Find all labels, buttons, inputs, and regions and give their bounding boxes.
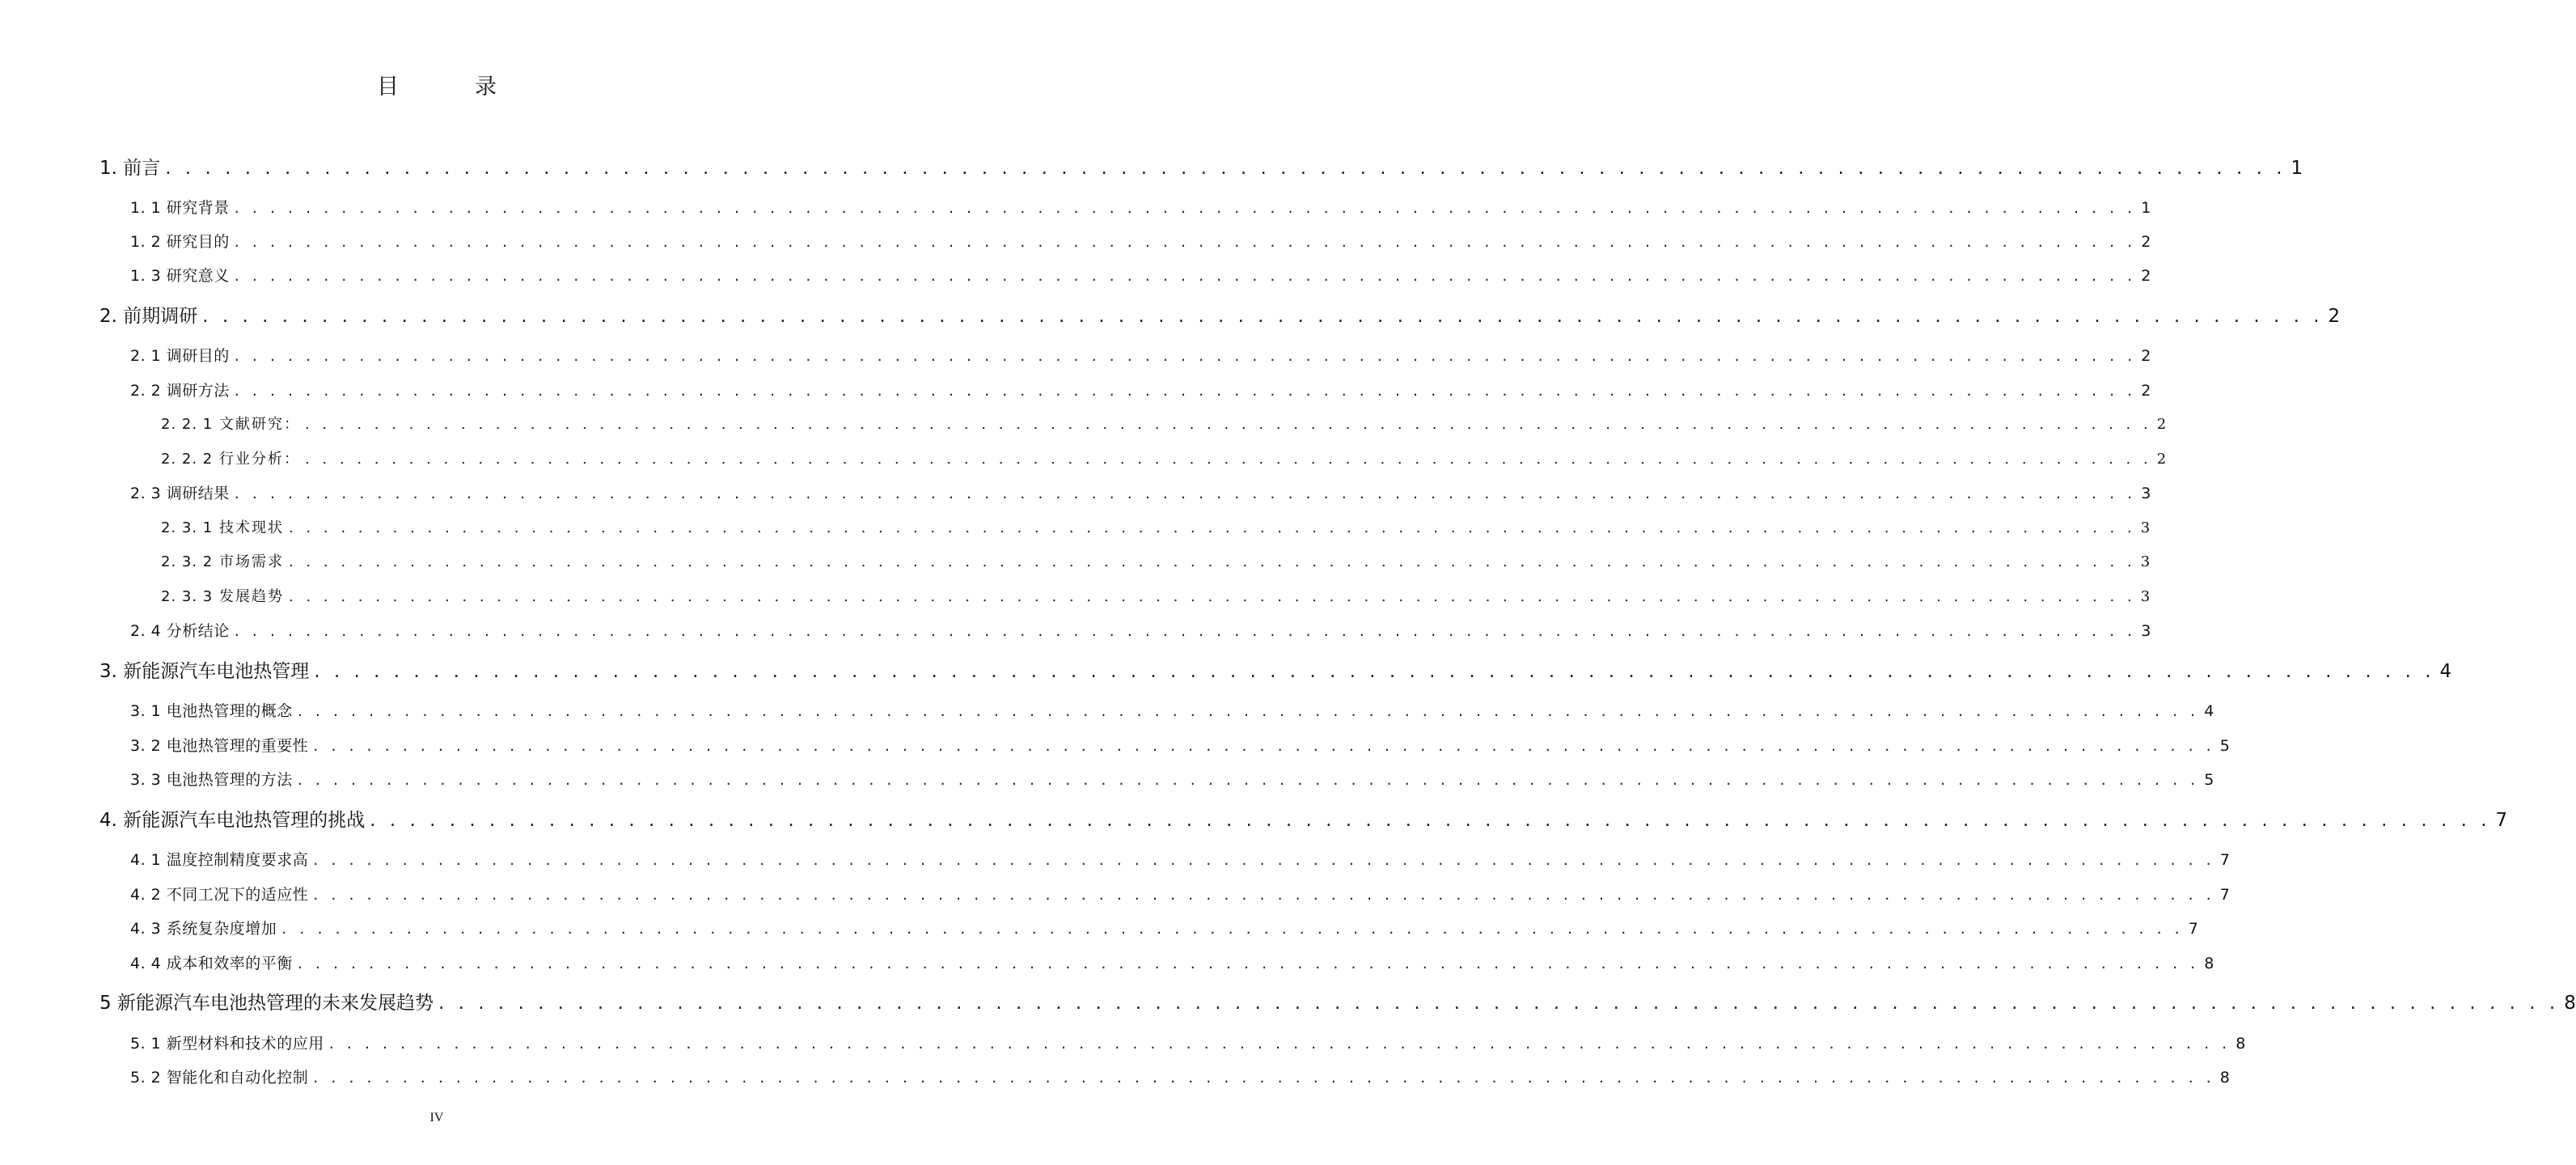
toc-entry-number: 2. 2. 1 — [161, 416, 214, 433]
toc-entry-label: 5 新能源汽车电池热管理的未来发展趋势 — [99, 993, 434, 1014]
toc-entry-label: 1. 2 研究目的 — [130, 233, 230, 251]
toc-entry-3[interactable] — [99, 658, 2452, 685]
toc-leader: . . . . . . . . . . . . . . . . . . . . . . . . . . . . . . . . . . . . . . . . . . . . . . . . . . . . . . . . . . . . . . . . . . . . . . . . . . . . . . . . . . . . . . . . . . . . . . . . . . . . . . . . . . . — [234, 622, 2137, 640]
toc-leader: . . . . . . . . . . . . . . . . . . . . . . . . . . . . . . . . . . . . . . . . . . . . . . . . . . . . . . . . . . . . . . . . . . . . . . . . . . . . . . . . . . . . . . . . . . . . . . . . . . . . . . . . . . . — [313, 737, 2215, 755]
toc-entry-number: 2. 3. 2 — [161, 553, 214, 570]
toc-page-number: 2 — [2141, 233, 2151, 251]
toc-page-number: 2 — [2141, 347, 2151, 365]
toc-page-number: 2 — [2141, 382, 2151, 400]
toc-page-number: 4 — [2204, 702, 2214, 720]
toc-entry-label — [161, 413, 300, 436]
toc-entry-1-3[interactable] — [130, 265, 2151, 287]
toc-entry-label: 2. 3 调研结果 — [130, 485, 230, 502]
toc-leader: . . . . . . . . . . . . . . . . . . . . . . . . . . . . . . . . . . . . . . . . . . . . . . . . . . . . . . . . . . . . . . . . . . . . . . . . . . . . . . . . . . . . . . . . . . . . . . . . . . . . . . . . . . . — [313, 886, 2215, 904]
toc-entry-number: 2. 3. 3 — [161, 588, 214, 605]
toc-leader: . . . . . . . . . . . . . . . . . . . . . . . . . . . . . . . . . . . . . . . . . . . . . . . . . . . . . . . . . . . . . . . . . . . . . . . . . . . . . . . . . . . . . . . . . . . . . . . . . . . . . . . . . . . — [304, 416, 2152, 433]
toc-entry-label: 5. 2 智能化和自动化控制 — [130, 1069, 309, 1087]
toc-entry-2-2-2[interactable] — [161, 448, 2168, 471]
toc-page-number: 7 — [2219, 851, 2231, 869]
toc-entry-2-3-2[interactable] — [161, 551, 2152, 574]
toc-entry-label — [161, 551, 284, 574]
toc-entry-3-2[interactable] — [130, 735, 2231, 757]
toc-leader: . . . . . . . . . . . . . . . . . . . . . . . . . . . . . . . . . . . . . . . . . . . . . . . . . . . . . . . . . . . . . . . . . . . . . . . . . . . . . . . . . . . . . . . . . . . . . . . . . . . . . . . . . . . — [288, 588, 2136, 605]
toc-entry-label: 4. 1 温度控制精度要求高 — [130, 851, 309, 869]
toc-entry-5-2[interactable] — [130, 1066, 2231, 1089]
toc-entry-2-3[interactable] — [130, 482, 2151, 505]
toc-entry-2-2-1[interactable] — [161, 413, 2168, 436]
toc-leader: . . . . . . . . . . . . . . . . . . . . . . . . . . . . . . . . . . . . . . . . . . . . . . . . . . . . . . . . . . . . . . . . . . . . . . . . . . . . . . . . . . . . . . . . . . . . . . . . . . . . . . . . . . . — [288, 519, 2136, 536]
toc-page-number: 8 — [2235, 1035, 2246, 1053]
toc-leader: . . . . . . . . . . . . . . . . . . . . . . . . . . . . . . . . . . . . . . . . . . . . . . . . . . . . . . . . . . . . . . . . . . . . . . . . . . . . . . . . . . . . . . . . . . . . . . . . . . . . . . . . . . . — [297, 771, 2200, 789]
toc-leader: . . . . . . . . . . . . . . . . . . . . . . . . . . . . . . . . . . . . . . . . . . . . . . . . . . . . . . . . . . . . . . . . . . . . . . . . . . . . . . . . . . . . . . . . . . . . . . . . . . . . . . . . . . . — [165, 158, 2286, 179]
toc-entry-label — [161, 517, 284, 540]
toc-entry-4-2[interactable] — [130, 883, 2231, 906]
toc-entry-label — [161, 448, 300, 471]
toc-entry-5[interactable] — [99, 989, 2576, 1017]
toc-leader: . . . . . . . . . . . . . . . . . . . . . . . . . . . . . . . . . . . . . . . . . . . . . . . . . . . . . . . . . . . . . . . . . . . . . . . . . . . . . . . . . . . . . . . . . . . . . . . . . . . . . . . . . . . — [288, 553, 2136, 570]
toc-leader: . . . . . . . . . . . . . . . . . . . . . . . . . . . . . . . . . . . . . . . . . . . . . . . . . . . . . . . . . . . . . . . . . . . . . . . . . . . . . . . . . . . . . . . . . . . . . . . . . . . . . . . . . . . — [297, 702, 2200, 720]
toc-leader: . . . . . . . . . . . . . . . . . . . . . . . . . . . . . . . . . . . . . . . . . . . . . . . . . . . . . . . . . . . . . . . . . . . . . . . . . . . . . . . . . . . . . . . . . . . . . . . . . . . . . . . . . . . — [328, 1035, 2231, 1053]
toc-entry-label: 4. 3 系统复杂度增加 — [130, 920, 277, 938]
toc-page-number: 7 — [2495, 810, 2508, 831]
title-char-1: 目 — [377, 74, 399, 100]
toc-leader: . . . . . . . . . . . . . . . . . . . . . . . . . . . . . . . . . . . . . . . . . . . . . . . . . . . . . . . . . . . . . . . . . . . . . . . . . . . . . . . . . . . . . . . . . . . . . . . . . . . . . . . . . . . — [234, 199, 2137, 217]
toc-page-number: 5 — [2204, 771, 2214, 789]
toc-entry-4-3[interactable] — [130, 917, 2199, 940]
toc-entry-2-2[interactable] — [130, 379, 2151, 402]
toc-entry-4-1[interactable] — [130, 849, 2231, 871]
toc-page-number: 8 — [2219, 1069, 2231, 1087]
toc-page-number: 1 — [2141, 199, 2151, 217]
toc-leader: . . . . . . . . . . . . . . . . . . . . . . . . . . . . . . . . . . . . . . . . . . . . . . . . . . . . . . . . . . . . . . . . . . . . . . . . . . . . . . . . . . . . . . . . . . . . . . . . . . . . . . . . . . . — [438, 993, 2560, 1014]
toc-entry-1-2[interactable] — [130, 231, 2151, 253]
toc-page-number: 2 — [2328, 306, 2341, 327]
toc-entry-2-3-1[interactable] — [161, 517, 2152, 540]
toc-leader: . . . . . . . . . . . . . . . . . . . . . . . . . . . . . . . . . . . . . . . . . . . . . . . . . . . . . . . . . . . . . . . . . . . . . . . . . . . . . . . . . . . . . . . . . . . . . . . . . . . . . . . . . . . — [304, 451, 2152, 468]
toc-entry-label: 3. 3 电池热管理的方法 — [130, 771, 293, 789]
toc-page-number: 3 — [2140, 519, 2152, 536]
toc-entry-text: 技术现状 — [218, 519, 284, 536]
toc-entry-number: 2. 2. 2 — [161, 451, 214, 468]
toc-leader: . . . . . . . . . . . . . . . . . . . . . . . . . . . . . . . . . . . . . . . . . . . . . . . . . . . . . . . . . . . . . . . . . . . . . . . . . . . . . . . . . . . . . . . . . . . . . . . . . . . . . . . . . . . — [370, 810, 2491, 831]
toc-entry-2-4[interactable] — [130, 620, 2151, 642]
toc-leader: . . . . . . . . . . . . . . . . . . . . . . . . . . . . . . . . . . . . . . . . . . . . . . . . . . . . . . . . . . . . . . . . . . . . . . . . . . . . . . . . . . . . . . . . . . . . . . . . . . . . . . . . . . . — [202, 306, 2324, 327]
toc-entry-text: 文献研究： — [218, 416, 300, 433]
toc-entry-text: 市场需求 — [218, 553, 284, 570]
toc-entry-label: 2. 4 分析结论 — [130, 622, 230, 640]
toc-leader: . . . . . . . . . . . . . . . . . . . . . . . . . . . . . . . . . . . . . . . . . . . . . . . . . . . . . . . . . . . . . . . . . . . . . . . . . . . . . . . . . . . . . . . . . . . . . . . . . . . . . . . . . . . — [234, 267, 2137, 285]
toc-page-number: 7 — [2219, 886, 2231, 904]
toc-entry-label: 2. 1 调研目的 — [130, 347, 230, 365]
toc-entry-1-1[interactable] — [130, 197, 2151, 219]
toc-entry-label: 3. 1 电池热管理的概念 — [130, 702, 293, 720]
toc-page-number: 4 — [2439, 661, 2452, 682]
toc-leader: . . . . . . . . . . . . . . . . . . . . . . . . . . . . . . . . . . . . . . . . . . . . . . . . . . . . . . . . . . . . . . . . . . . . . . . . . . . . . . . . . . . . . . . . . . . . . . . . . . . . . . . . . . . — [297, 955, 2200, 972]
toc-entry-text: 行业分析： — [218, 451, 300, 468]
toc-entry-4[interactable] — [99, 807, 2508, 834]
toc-entry-label: 2. 前期调研 — [99, 306, 198, 327]
toc-leader: . . . . . . . . . . . . . . . . . . . . . . . . . . . . . . . . . . . . . . . . . . . . . . . . . . . . . . . . . . . . . . . . . . . . . . . . . . . . . . . . . . . . . . . . . . . . . . . . . . . . . . . . . . . — [234, 347, 2137, 365]
toc-page-number: 2 — [2156, 451, 2168, 468]
toc-leader: . . . . . . . . . . . . . . . . . . . . . . . . . . . . . . . . . . . . . . . . . . . . . . . . . . . . . . . . . . . . . . . . . . . . . . . . . . . . . . . . . . . . . . . . . . . . . . . . . . . . . . . . . . . — [313, 851, 2215, 869]
toc-page-number: 3 — [2140, 588, 2152, 605]
toc-entry-2-3-3[interactable] — [161, 586, 2152, 608]
toc-entry-label: 3. 2 电池热管理的重要性 — [130, 737, 309, 755]
title-char-2: 录 — [475, 74, 497, 100]
toc-entry-label: 1. 3 研究意义 — [130, 267, 230, 285]
toc-page-number: 2 — [2156, 416, 2168, 433]
toc-entry-label: 2. 2 调研方法 — [130, 382, 230, 400]
toc-entry-label: 4. 4 成本和效率的平衡 — [130, 955, 293, 972]
toc-entry-1[interactable] — [99, 155, 2303, 182]
toc-page-number: 3 — [2141, 485, 2151, 502]
toc-leader: . . . . . . . . . . . . . . . . . . . . . . . . . . . . . . . . . . . . . . . . . . . . . . . . . . . . . . . . . . . . . . . . . . . . . . . . . . . . . . . . . . . . . . . . . . . . . . . . . . . . . . . . . . . — [313, 1069, 2215, 1087]
toc-entry-number: 2. 3. 1 — [161, 519, 214, 536]
toc-entry-label: 1. 前言 — [99, 158, 161, 179]
toc-entry-label: 1. 1 研究背景 — [130, 199, 230, 217]
toc-entry-3-3[interactable] — [130, 769, 2214, 791]
toc-page-number: 2 — [2141, 267, 2151, 285]
toc-page-number: 7 — [2188, 920, 2199, 938]
toc-entry-text: 发展趋势 — [218, 588, 284, 605]
toc-entry-label: 5. 1 新型材料和技术的应用 — [130, 1035, 324, 1053]
toc-page-number: 5 — [2219, 737, 2231, 755]
toc-leader: . . . . . . . . . . . . . . . . . . . . . . . . . . . . . . . . . . . . . . . . . . . . . . . . . . . . . . . . . . . . . . . . . . . . . . . . . . . . . . . . . . . . . . . . . . . . . . . . . . . . . . . . . . . — [234, 382, 2137, 400]
page-number-footer: IV — [429, 1111, 444, 1125]
toc-entry-3-1[interactable] — [130, 700, 2214, 722]
toc-entry-2-1[interactable] — [130, 345, 2151, 367]
toc-entry-label: 4. 2 不同工况下的适应性 — [130, 886, 309, 904]
toc-leader: . . . . . . . . . . . . . . . . . . . . . . . . . . . . . . . . . . . . . . . . . . . . . . . . . . . . . . . . . . . . . . . . . . . . . . . . . . . . . . . . . . . . . . . . . . . . . . . . . . . . . . . . . . . — [281, 920, 2184, 938]
toc-page-number: 1 — [2290, 158, 2303, 179]
toc-leader: . . . . . . . . . . . . . . . . . . . . . . . . . . . . . . . . . . . . . . . . . . . . . . . . . . . . . . . . . . . . . . . . . . . . . . . . . . . . . . . . . . . . . . . . . . . . . . . . . . . . . . . . . . . — [234, 485, 2137, 502]
toc-entry-label — [161, 586, 284, 608]
toc-entry-label: 3. 新能源汽车电池热管理 — [99, 661, 310, 682]
toc-entry-4-4[interactable] — [130, 952, 2214, 975]
toc-leader: . . . . . . . . . . . . . . . . . . . . . . . . . . . . . . . . . . . . . . . . . . . . . . . . . . . . . . . . . . . . . . . . . . . . . . . . . . . . . . . . . . . . . . . . . . . . . . . . . . . . . . . . . . . — [234, 233, 2137, 251]
toc-page-number: 3 — [2140, 553, 2152, 570]
toc-entry-5-1[interactable] — [130, 1032, 2246, 1055]
toc-page-number: 8 — [2564, 993, 2576, 1014]
toc-page-number: 3 — [2141, 622, 2151, 640]
toc-entry-label: 4. 新能源汽车电池热管理的挑战 — [99, 810, 366, 831]
toc-page-number: 8 — [2204, 955, 2214, 972]
toc-leader: . . . . . . . . . . . . . . . . . . . . . . . . . . . . . . . . . . . . . . . . . . . . . . . . . . . . . . . . . . . . . . . . . . . . . . . . . . . . . . . . . . . . . . . . . . . . . . . . . . . . . . . . . . . — [314, 661, 2435, 682]
toc-entry-2[interactable] — [99, 303, 2341, 330]
